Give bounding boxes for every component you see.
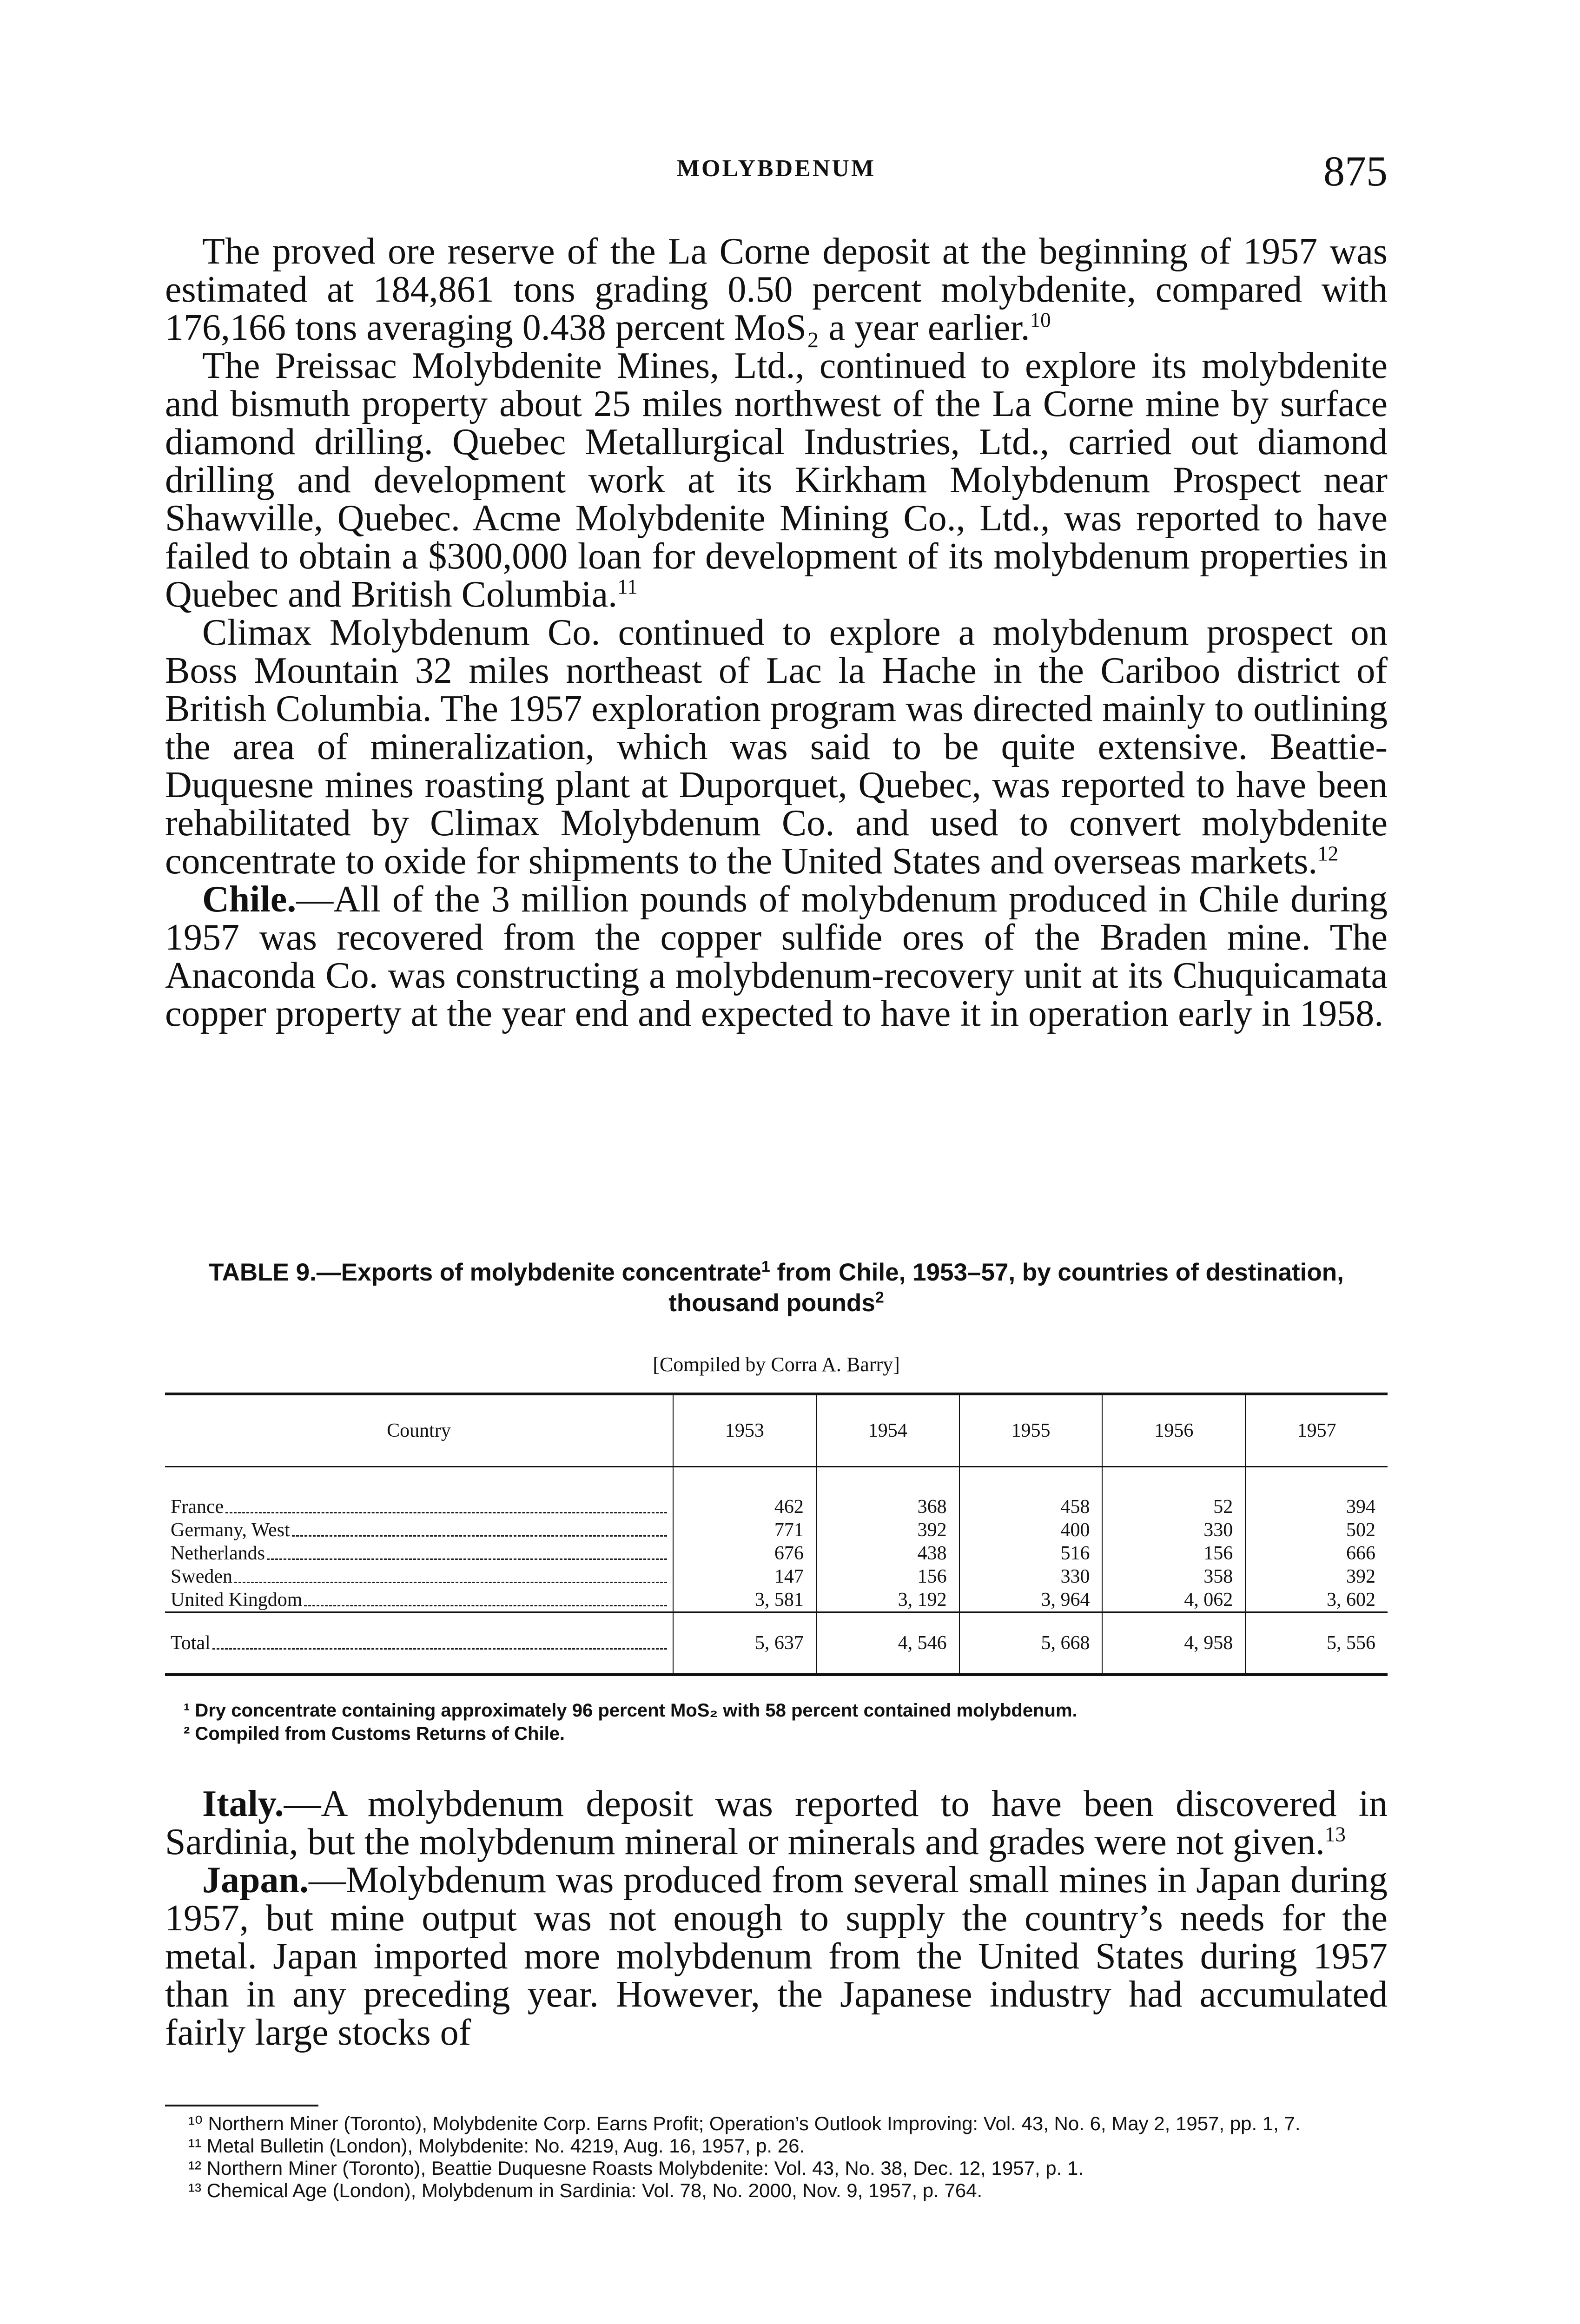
table-cell: 358 [1102,1565,1245,1588]
paragraph-text: The proved ore reserve of the La Corne deposit at the beginning of 1957 was estimated at 184,861 tons grading 0.50 percent molybdenite, compared with 176,166 tons averaging 0.438 percent MoS₂ a year earlier. [165,231,1388,348]
table-row [165,1542,1388,1565]
table-row [165,1519,1388,1542]
table-cell: 666 [1245,1542,1388,1565]
footnote-ref: 11 [617,575,638,599]
table-cell: 368 [816,1495,959,1519]
table-cell: 458 [959,1495,1103,1519]
table-spacer [165,1467,1388,1496]
row-country [165,1588,673,1612]
paragraph-preissac [165,347,1388,614]
table-cell: 3, 602 [1245,1588,1388,1612]
exports-table [165,1393,1388,1676]
table-label: TABLE 9. [209,1259,317,1286]
paragraph-text: Climax Molybdenum Co. continued to explore a molybdenum prospect on Boss Mountain 32 miles northeast of Lac la Hache in the Cariboo district of British Columbia. The 1957 exploration program was directed mainly to outlining the area of mineralization, which was said to be quite extensive. Beattie-Duquesne mines roasting plant at Duporquet, Quebec, was reported to have been rehabilitated by Climax Molybdenum Co. and used to convert molybdenite concentrate to oxide for shipments to the United States and overseas markets. [165,612,1388,882]
total-cell: 5, 637 [673,1612,816,1675]
total-cell: 4, 958 [1102,1612,1245,1675]
table-cell: 392 [816,1519,959,1542]
running-head [165,146,1388,198]
paragraph-chile [165,880,1388,1033]
paragraph-text: —A molybdenum deposit was reported to have been discovered in Sardinia, but the molybdenum mineral or minerals and grades were not given. [165,1783,1388,1862]
total-cell: 5, 556 [1245,1612,1388,1675]
column-header: Country [387,1420,451,1441]
table-cell: 330 [959,1565,1103,1588]
footnote-divider [165,2105,318,2106]
row-country [165,1542,673,1565]
total-label-cell [165,1612,673,1675]
footnote-ref: 13 [1324,1822,1346,1846]
footnote-ref: 12 [1317,842,1339,865]
row-country [165,1565,673,1588]
table-cell: 147 [673,1565,816,1588]
table-source: [Compiled by Corra A. Barry] [653,1353,900,1376]
table-caption [165,1257,1388,1319]
row-country [165,1495,673,1519]
paragraph-text: —All of the 3 million pounds of molybdenum produced in Chile during 1957 was recovered from the copper sulfide ores of the Braden mine. The Anaconda Co. was constructing a molybdenum-recovery unit at its Chuquicamata copper property at the year end and expected to have it in operation early in 1958. [165,879,1388,1034]
table-cell: 438 [816,1542,959,1565]
column-header: 1957 [1245,1394,1388,1467]
total-label: Total [171,1632,667,1654]
footnote: ¹³ Chemical Age (London), Molybdenum in Sardinia: Vol. 78, No. 2000, Nov. 9, 1957, p. 764. [188,2179,983,2201]
table-row [165,1565,1388,1588]
table-cell: 3, 581 [673,1588,816,1612]
table-cell: 676 [673,1542,816,1565]
footnote-ref: 1 [761,1258,770,1276]
table-cell: 400 [959,1519,1103,1542]
footnote: ¹¹ Metal Bulletin (London), Molybdenite: No. 4219, Aug. 16, 1957, p. 26. [188,2135,805,2157]
table-cell: 392 [1245,1565,1388,1588]
total-cell: 5, 668 [959,1612,1103,1675]
country-label: France [171,1496,667,1518]
table-caption-text: —Exports of molybdenite concentrate [316,1259,761,1286]
running-title: MOLYBDENUM [676,155,876,182]
footnote: ¹² Northern Miner (Toronto), Beattie Duquesne Roasts Molybdenite: Vol. 43, No. 38, Dec. 12, 1957, p. 1. [188,2157,1084,2179]
table-cell: 3, 964 [959,1588,1103,1612]
paragraph-climax [165,614,1388,880]
column-header: 1956 [1102,1394,1245,1467]
country-label: Sweden [171,1565,667,1588]
table-cell: 156 [1102,1542,1245,1565]
table-cell: 4, 062 [1102,1588,1245,1612]
table-row [165,1495,1388,1519]
table-caption-text: from Chile, 1953–57, by countries of destination, thousand pounds [668,1259,1344,1317]
page-footnotes [165,2113,1388,2202]
column-header: 1955 [959,1394,1103,1467]
table-footnote: ¹ Dry concentrate containing approximately 96 percent MoS₂ with 58 percent contained molybdenum. [184,1700,1078,1721]
paragraph-la-corne-reserve [165,232,1388,347]
paragraph-italy [165,1785,1388,1861]
column-header: 1953 [673,1394,816,1467]
table-row [165,1588,1388,1612]
row-country [165,1519,673,1542]
table-footnotes [165,1699,1388,1745]
paragraph-text: The Preissac Molybdenite Mines, Ltd., continued to explore its molybdenite and bismuth property about 25 miles northwest of the La Corne mine by surface diamond drilling. Quebec Metallurgical Industries, Ltd., carried out diamond drilling and development work at its Kirkham Molybdenum Prospect near Shawville, Quebec. Acme Molybdenite Mining Co., Ltd., was reported to have failed to obtain a $300,000 loan for development of its molybdenum properties in Quebec and British Columbia. [165,345,1388,615]
body-text-bottom [165,1785,1388,2052]
table-header-row [165,1394,1388,1467]
country-label: Netherlands [171,1542,667,1565]
paragraph-lead: Italy. [202,1783,284,1824]
table-footnote: ² Compiled from Customs Returns of Chile. [184,1723,565,1744]
table-total-row [165,1612,1388,1675]
paragraph-japan [165,1861,1388,2052]
column-header: 1954 [816,1394,959,1467]
paragraph-text: —Molybdenum was produced from several small mines in Japan during 1957, but mine output was not enough to supply the country’s needs for the metal. Japan imported more molybdenum from the United States during 1957 than in any preceding year. However, the Japanese industry had accumulated fairly large stocks of [165,1860,1388,2053]
table-cell: 771 [673,1519,816,1542]
total-cell: 4, 546 [816,1612,959,1675]
table-cell: 3, 192 [816,1588,959,1612]
table-cell: 502 [1245,1519,1388,1542]
table-cell: 330 [1102,1519,1245,1542]
table-cell: 516 [959,1542,1103,1565]
table-cell: 462 [673,1495,816,1519]
country-label: Germany, West [171,1519,667,1541]
footnote-ref: 10 [1030,308,1051,332]
page-number: 875 [1323,147,1388,195]
table-cell: 394 [1245,1495,1388,1519]
country-label: United Kingdom [171,1589,667,1611]
paragraph-lead: Japan. [202,1860,309,1901]
table-cell: 52 [1102,1495,1245,1519]
footnote: ¹⁰ Northern Miner (Toronto), Molybdenite Corp. Earns Profit; Operation’s Outlook Improving: Vol. 43, No. 6, May 2, 1957, pp. 1, 7. [188,2113,1301,2134]
footnote-ref: 2 [875,1288,884,1307]
paragraph-lead: Chile. [202,879,297,920]
table-cell: 156 [816,1565,959,1588]
body-text-top [165,232,1388,1033]
